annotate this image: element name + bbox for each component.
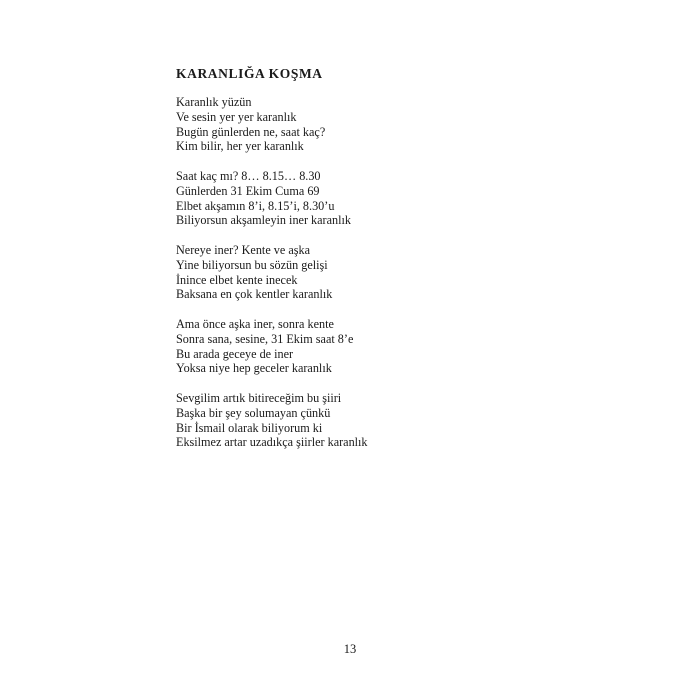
poem-line: Karanlık yüzün bbox=[176, 95, 252, 109]
poem-line: Sonra sana, sesine, 31 Ekim saat 8’e bbox=[176, 331, 354, 346]
poem-line: Ama önce aşka iner, sonra kente bbox=[176, 316, 334, 331]
poem-line: Saat kaç mı? 8… 8.15… 8.30 bbox=[176, 168, 321, 183]
poem-line: Bugün günlerden ne, saat kaç? bbox=[176, 124, 326, 139]
poem-line: Ve sesin yer yer karanlık bbox=[176, 109, 297, 124]
poem-title: KARANLIĞA KOŞMA bbox=[176, 66, 323, 81]
poem-line: Başka bir şey solumayan çünkü bbox=[176, 405, 331, 420]
poem-line: Elbet akşamın 8’i, 8.15’i, 8.30’u bbox=[176, 198, 335, 213]
poem-line: Günlerden 31 Ekim Cuma 69 bbox=[176, 183, 320, 198]
poem-line: Nereye iner? Kente ve aşka bbox=[176, 242, 310, 257]
page-number: 13 bbox=[343, 642, 357, 656]
poem-line: Eksilmez artar uzadıkça şiirler karanlık bbox=[176, 435, 368, 450]
stanza-5 bbox=[176, 391, 368, 450]
poem-line: Yoksa niye hep geceler karanlık bbox=[176, 361, 332, 376]
poem-line: Bu arada geceye de iner bbox=[176, 346, 294, 361]
stanza-4 bbox=[176, 317, 368, 376]
poem-line: Baksana en çok kentler karanlık bbox=[176, 287, 333, 302]
stanza-3 bbox=[176, 243, 368, 302]
poem-line: Biliyorsun akşamleyin iner karanlık bbox=[176, 213, 351, 228]
poem-line: İnince elbet kente inecek bbox=[176, 272, 298, 287]
poem-line: Kim bilir, her yer karanlık bbox=[176, 139, 304, 154]
poem-line: Sevgilim artık bitireceğim bu şiiri bbox=[176, 390, 342, 405]
stanza-2 bbox=[176, 169, 368, 228]
poem-body bbox=[176, 95, 368, 465]
poem-line: Bir İsmail olarak biliyorum ki bbox=[176, 420, 323, 435]
stanza-1 bbox=[176, 95, 368, 154]
poem-line: Yine biliyorsun bu sözün gelişi bbox=[176, 257, 328, 272]
